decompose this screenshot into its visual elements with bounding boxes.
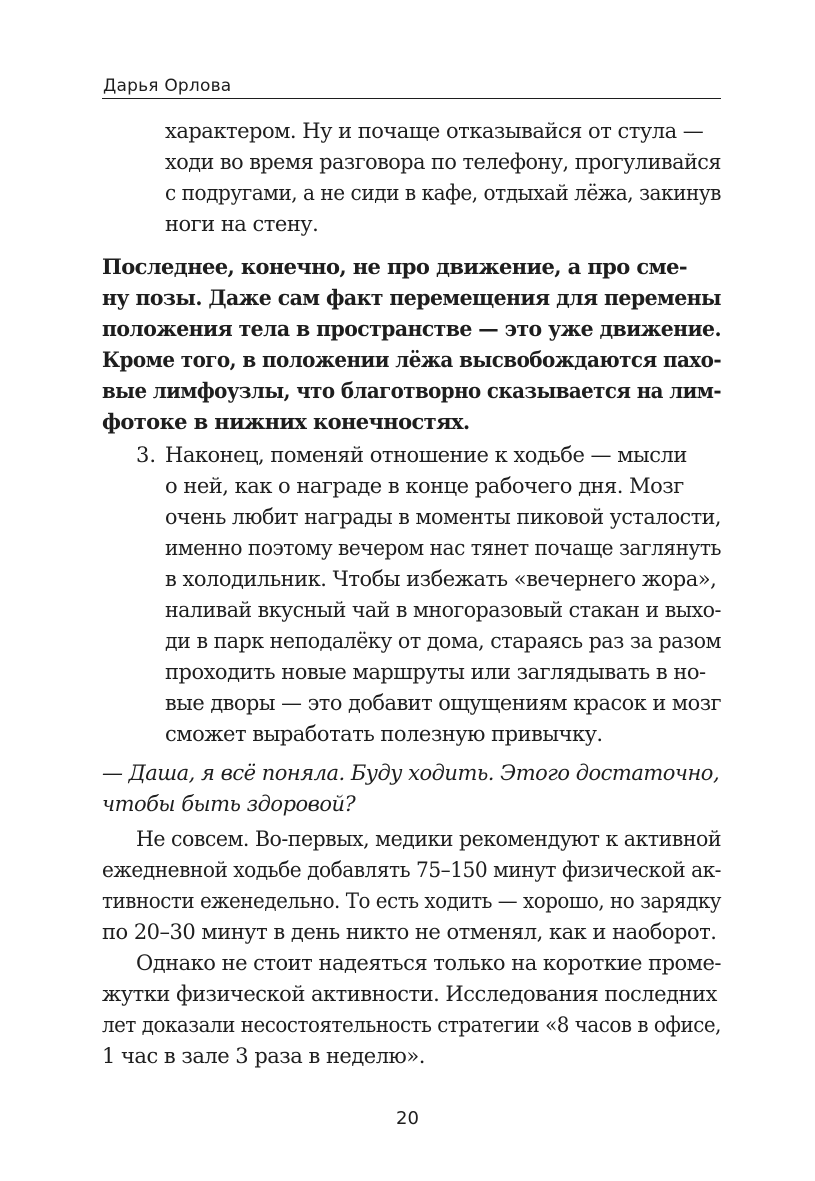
text-line: по 20–30 минут в день никто не отменял, как и наоборот.: [102, 920, 717, 944]
text-line: Кроме того, в положении лёжа высвобождаются пахо-: [102, 347, 722, 372]
text-line: лет доказали несостоятельность стратегии «8 часов в офисе,: [102, 1013, 721, 1037]
text-line: наливай вкусный чай в многоразовый стакан и выхо-: [165, 598, 721, 622]
text-line: тивности еженедельно. То есть ходить — хорошо, но зарядку: [102, 889, 722, 913]
text-line: Последнее, конечно, не про движение, а про сме-: [102, 254, 688, 279]
text-line: в холодильник. Чтобы избежать «вечернего жора»,: [165, 567, 717, 591]
text-line: Не совсем. Во-первых, медики рекомендуют к активной: [136, 827, 722, 851]
text-line: ну позы. Даже сам факт перемещения для перемены: [102, 285, 721, 310]
text-line: фотоке в нижних конечностях.: [102, 409, 470, 434]
text-line: положения тела в пространстве — это уже движение.: [102, 316, 721, 341]
text-line: 1 час в зале 3 раза в неделю».: [102, 1044, 425, 1068]
text-line: вые дворы — это добавит ощущениям красок и мозг: [165, 691, 722, 715]
header-rule: [102, 98, 721, 99]
text-line: вые лимфоузлы, что благотворно сказывается на лим-: [102, 378, 721, 403]
text-line: с подругами, а не сиди в кафе, отдыхай лёжа, закинув: [165, 181, 722, 205]
list-item-number: 3.: [136, 443, 157, 467]
text-line: ежедневной ходьбе добавлять 75–150 минут физической ак-: [102, 858, 721, 882]
text-line: ходи во время разговора по телефону, прогуливайся: [165, 150, 722, 174]
text-line: чтобы быть здоровой?: [102, 792, 356, 816]
text-line: о ней, как о награде в конце рабочего дня. Мозг: [165, 474, 684, 498]
text-line: проходить новые маршруты или заглядывать в но-: [165, 660, 706, 684]
text-line: сможет выработать полезную привычку.: [165, 722, 603, 746]
text-line: жутки физической активности. Исследования последних: [102, 982, 717, 1006]
text-line: ди в парк неподалёку от дома, стараясь раз за разом: [165, 629, 722, 653]
text-line: именно поэтому вечером нас тянет почаще заглянуть: [165, 536, 722, 560]
page-number: 20: [396, 1108, 419, 1129]
text-line: очень любит награды в моменты пиковой усталости,: [165, 505, 722, 529]
text-line: Однако не стоит надеяться только на короткие проме-: [136, 951, 722, 975]
running-head: Дарья Орлова: [103, 76, 232, 96]
text-line: характером. Ну и почаще отказывайся от стула —: [165, 119, 704, 143]
text-line: Наконец, поменяй отношение к ходьбе — мысли: [165, 443, 687, 467]
text-line: — Даша, я всё поняла. Буду ходить. Этого достаточно,: [102, 761, 720, 785]
text-line: ноги на стену.: [165, 212, 319, 236]
